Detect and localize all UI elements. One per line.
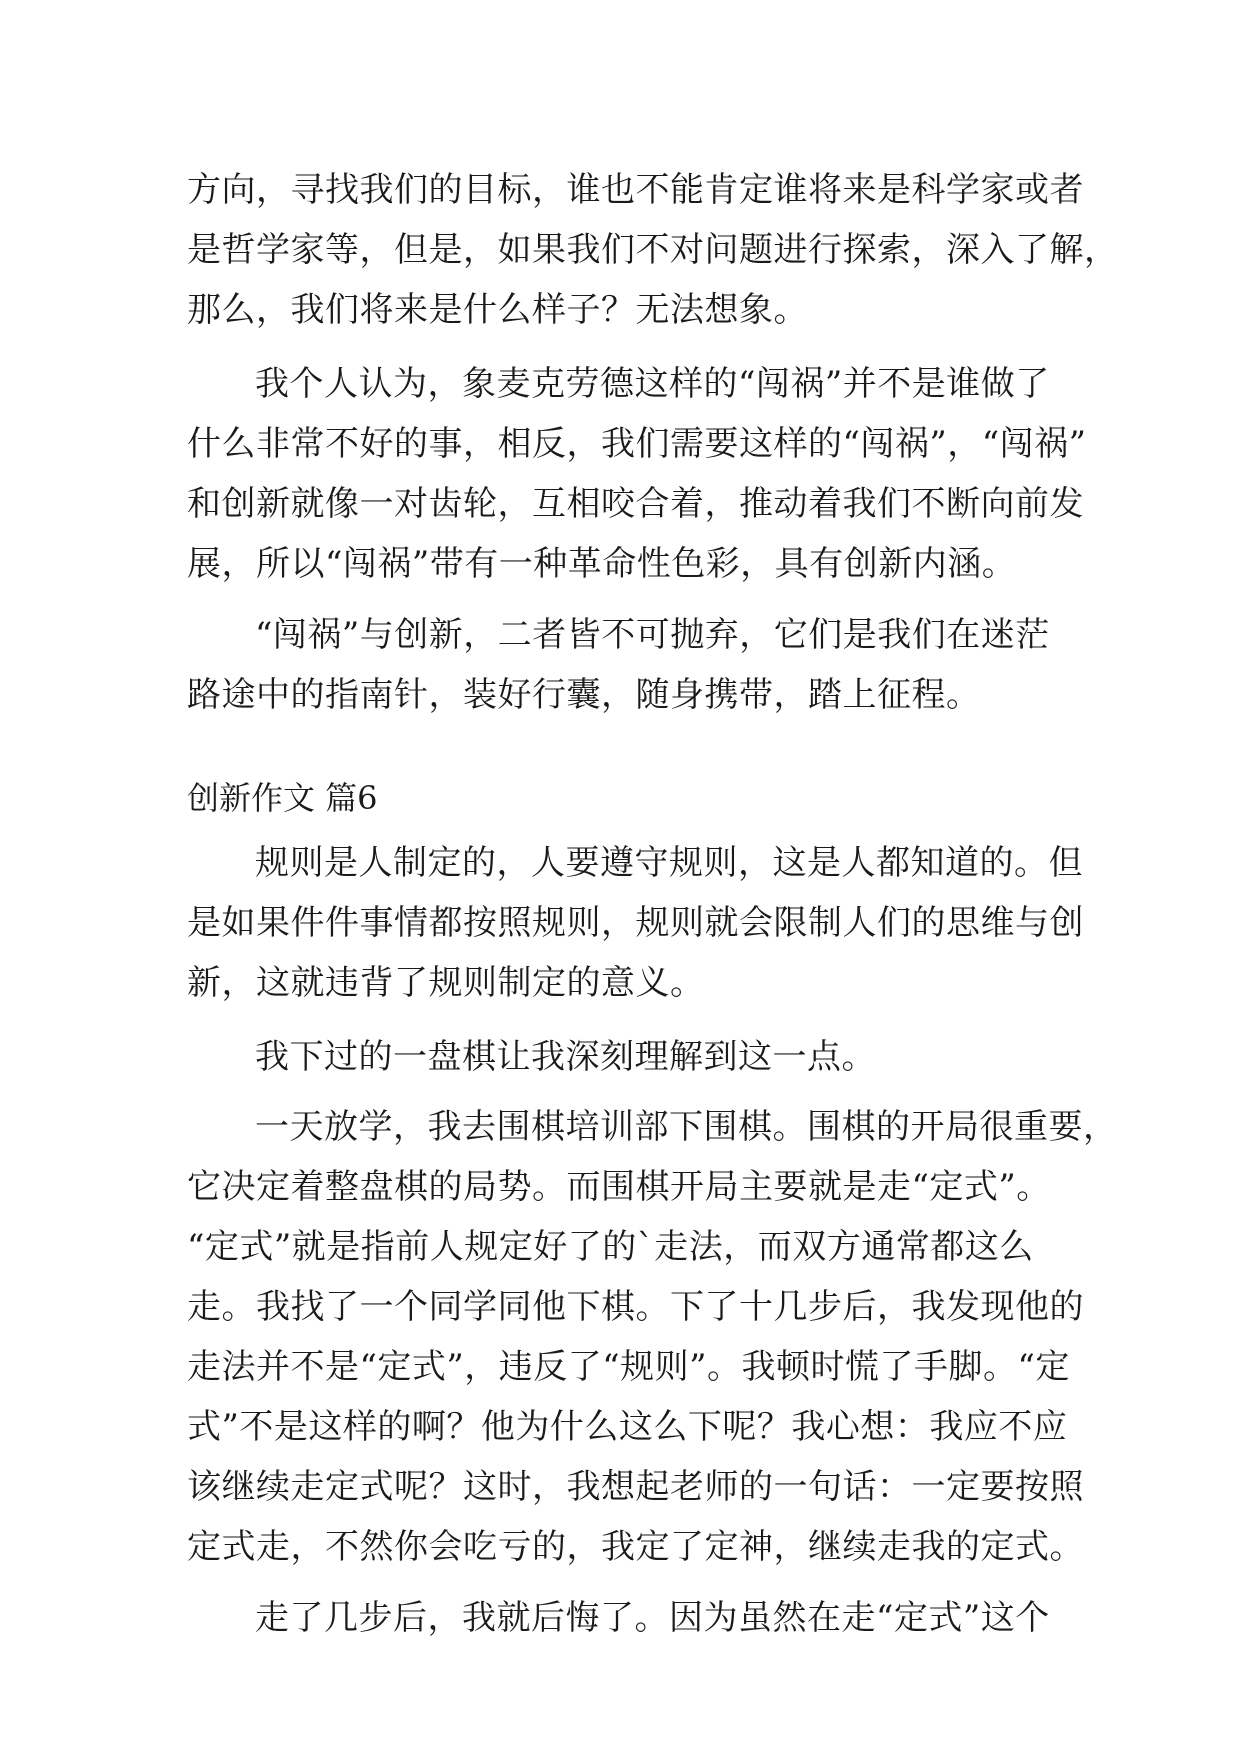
text-line: 该继续走定式呢？这时，我想起老师的一句话：一定要按照 [187,1467,1084,1507]
paragraph-start-line: “闯祸”与创新，二者皆不可抛弃，它们是我们在迷茫 [255,615,1050,655]
text-line: 走。我找了一个同学同他下棋。下了十几步后，我发现他的 [187,1287,1084,1327]
paragraph-start-line: 走了几步后，我就后悔了。因为虽然在走“定式”这个 [255,1598,1050,1638]
text-line: 展，所以“闯祸”带有一种革命性色彩，具有创新内涵。 [187,544,1017,584]
paragraph-start-line: 一天放学，我去围棋培训部下围棋。围棋的开局很重要， [255,1107,1118,1147]
text-line: 式”不是这样的啊？他为什么这么下呢？我心想：我应不应 [187,1407,1068,1447]
text-line: 是如果件件事情都按照规则，规则就会限制人们的思维与创 [187,903,1084,943]
text-line: 走法并不是“定式”，违反了“规则”。我顿时慌了手脚。“定 [187,1347,1070,1387]
text-line: 方向，寻找我们的目标，谁也不能肯定谁将来是科学家或者 [187,170,1084,210]
text-line: 什么非常不好的事，相反，我们需要这样的“闯祸”，“闯祸” [187,424,1087,464]
text-line: 新，这就违背了规则制定的意义。 [187,963,705,1003]
text-line: 那么，我们将来是什么样子？无法想象。 [187,290,808,330]
text-line: 和创新就像一对齿轮，互相咬合着，推动着我们不断向前发 [187,484,1084,524]
text-line: 定式走，不然你会吃亏的，我定了定神，继续走我的定式。 [187,1527,1084,1567]
paragraph-start-line: 我个人认为，象麦克劳德这样的“闯祸”并不是谁做了 [255,364,1050,404]
paragraph-start-line: 我下过的一盘棋让我深刻理解到这一点。 [255,1037,876,1077]
text-line: 路途中的指南针，装好行囊，随身携带，踏上征程。 [187,675,981,715]
text-line: 是哲学家等，但是，如果我们不对问题进行探索，深入了解， [187,230,1119,270]
text-line: 它决定着整盘棋的局势。而围棋开局主要就是走“定式”。 [187,1167,1051,1207]
section-heading: 创新作文 篇6 [187,779,378,817]
paragraph-start-line: 规则是人制定的，人要遵守规则，这是人都知道的。但 [255,843,1083,883]
text-line: “定式”就是指前人规定好了的`走法，而双方通常都这么 [187,1227,1034,1267]
